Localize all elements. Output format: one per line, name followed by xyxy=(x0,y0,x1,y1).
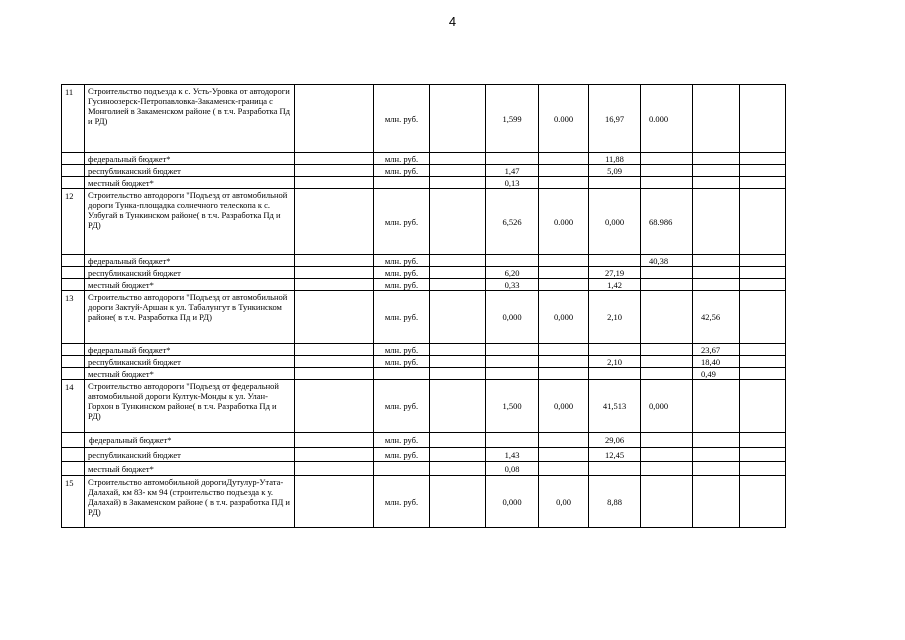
table-row xyxy=(62,255,786,267)
table-row xyxy=(62,448,786,462)
value-cell xyxy=(486,368,539,380)
table-row xyxy=(62,279,786,291)
table-row xyxy=(62,433,786,448)
unit-cell: млн. руб. xyxy=(374,380,430,433)
value-cell xyxy=(486,255,539,267)
value-cell: 18,40 xyxy=(693,356,740,368)
value-cell xyxy=(693,255,740,267)
value-cell: 1,500 xyxy=(486,380,539,433)
value-cell: 0,000 xyxy=(539,291,589,344)
value-cell: 6,20 xyxy=(486,267,539,279)
project-name: Строительство автодороги "Подъезд от автомобильной дороги Тунка-площадка солнечного телескопа к с. Улбугай в Тункинском районе( в т.ч. Разработка Пд и РД) xyxy=(85,189,295,255)
value-cell xyxy=(539,255,589,267)
value-cell xyxy=(693,433,740,448)
value-cell: 41,513 xyxy=(589,380,641,433)
value-cell: 23,67 xyxy=(693,344,740,356)
value-cell: 0,08 xyxy=(486,462,539,476)
unit-cell: млн. руб. xyxy=(374,291,430,344)
value-cell xyxy=(589,344,641,356)
budget-label: республиканский бюджет xyxy=(85,356,295,368)
value-cell: 1,599 xyxy=(486,85,539,153)
unit-cell: млн. руб. xyxy=(374,165,430,177)
table-row xyxy=(62,368,786,380)
value-cell xyxy=(539,368,589,380)
value-cell: 1,42 xyxy=(589,279,641,291)
budget-label: местный бюджет* xyxy=(85,279,295,291)
value-cell xyxy=(693,85,740,153)
value-cell xyxy=(641,356,693,368)
value-cell: 0,49 xyxy=(693,368,740,380)
project-name: Строительство автодороги "Подъезд от федеральной автомобильной дороги Култук-Монды к ул. Улан-Горхон в Тункинском районе( в т.ч. Разработка Пд и РД) xyxy=(85,380,295,433)
value-cell: 0,00 xyxy=(539,476,589,528)
value-cell xyxy=(641,462,693,476)
value-cell: 12,45 xyxy=(589,448,641,462)
value-cell xyxy=(693,476,740,528)
table-row xyxy=(62,476,786,528)
unit-cell: млн. руб. xyxy=(374,85,430,153)
value-cell: 0,000 xyxy=(589,189,641,255)
value-cell xyxy=(693,448,740,462)
value-cell: 16,97 xyxy=(589,85,641,153)
value-cell: 5,09 xyxy=(589,165,641,177)
value-cell xyxy=(486,433,539,448)
value-cell xyxy=(539,433,589,448)
value-cell: 42,56 xyxy=(693,291,740,344)
value-cell xyxy=(693,267,740,279)
table-row xyxy=(62,356,786,368)
value-cell: 8,88 xyxy=(589,476,641,528)
value-cell xyxy=(693,279,740,291)
value-cell xyxy=(693,153,740,165)
unit-cell: млн. руб. xyxy=(374,433,430,448)
value-cell: 11,88 xyxy=(589,153,641,165)
value-cell xyxy=(539,344,589,356)
value-cell: 1,43 xyxy=(486,448,539,462)
value-cell xyxy=(641,279,693,291)
budget-label: федеральный бюджет* xyxy=(85,255,295,267)
row-number: 14 xyxy=(62,380,85,433)
budget-label: федеральный бюджет* xyxy=(85,433,295,448)
table-row xyxy=(62,344,786,356)
value-cell xyxy=(589,462,641,476)
budget-label: федеральный бюджет* xyxy=(85,153,295,165)
unit-cell: млн. руб. xyxy=(374,189,430,255)
value-cell xyxy=(740,85,786,153)
budget-label: республиканский бюджет xyxy=(85,267,295,279)
budget-label: республиканский бюджет xyxy=(85,165,295,177)
value-cell xyxy=(641,177,693,189)
value-cell xyxy=(693,165,740,177)
value-cell xyxy=(693,380,740,433)
unit-cell: млн. руб. xyxy=(374,344,430,356)
value-cell xyxy=(693,177,740,189)
project-name: Строительство подъезда к с. Усть-Уровка от автодороги Гусиноозерск-Петропавловка-Закаменск-граница с Монголией в Закаменском районе ( в т.ч. Разработка Пд и РД) xyxy=(85,85,295,153)
value-cell: 6,526 xyxy=(486,189,539,255)
unit-cell: млн. руб. xyxy=(374,279,430,291)
value-cell xyxy=(539,177,589,189)
value-cell xyxy=(693,462,740,476)
table-row xyxy=(62,380,786,433)
budget-label: местный бюджет* xyxy=(85,462,295,476)
value-cell: 0,000 xyxy=(486,476,539,528)
value-cell: 68.986 xyxy=(641,189,693,255)
table-row xyxy=(62,85,786,153)
table-row xyxy=(62,165,786,177)
value-cell xyxy=(641,291,693,344)
value-cell: 2,10 xyxy=(589,356,641,368)
value-cell xyxy=(641,267,693,279)
value-cell xyxy=(641,153,693,165)
value-cell: 0.000 xyxy=(539,189,589,255)
value-cell xyxy=(641,165,693,177)
value-cell xyxy=(539,279,589,291)
value-cell xyxy=(641,344,693,356)
value-cell xyxy=(589,368,641,380)
empty-cell xyxy=(430,85,486,153)
value-cell: 2,10 xyxy=(589,291,641,344)
value-cell xyxy=(589,177,641,189)
value-cell: 40,38 xyxy=(641,255,693,267)
value-cell: 0,000 xyxy=(641,380,693,433)
value-cell: 0.000 xyxy=(539,85,589,153)
value-cell xyxy=(539,267,589,279)
value-cell xyxy=(539,165,589,177)
value-cell xyxy=(539,462,589,476)
value-cell: 0.000 xyxy=(641,85,693,153)
page-number: 4 xyxy=(448,14,457,29)
row-number: 13 xyxy=(62,291,85,344)
value-cell xyxy=(539,153,589,165)
value-cell xyxy=(641,433,693,448)
value-cell: 0,000 xyxy=(486,291,539,344)
table-row xyxy=(62,153,786,165)
project-name: Строительство автодороги "Подъезд от автомобильной дороги Зактуй-Аршан к ул. Табалунгут в Тункинском районе( в т.ч. Разработка Пд и РД) xyxy=(85,291,295,344)
value-cell xyxy=(641,476,693,528)
project-name: Строительство автомобильной дорогиДутулур-Утата-Далахай, км 83- км 94 (строительство подъезда к у. Далахай) в Закаменском районе ( в т.ч. разработка ПД и РД) xyxy=(85,476,295,528)
row-number: 12 xyxy=(62,189,85,255)
table-row xyxy=(62,462,786,476)
row-number: 15 xyxy=(62,476,85,528)
value-cell xyxy=(486,153,539,165)
table-row xyxy=(62,177,786,189)
budget-label: республиканский бюджет xyxy=(85,448,295,462)
budget-label: местный бюджет* xyxy=(85,368,295,380)
value-cell xyxy=(693,189,740,255)
budget-label: федеральный бюджет* xyxy=(85,344,295,356)
table-row xyxy=(62,267,786,279)
unit-cell xyxy=(374,462,430,476)
value-cell xyxy=(486,344,539,356)
unit-cell: млн. руб. xyxy=(374,356,430,368)
program-table xyxy=(61,84,786,528)
value-cell xyxy=(641,368,693,380)
value-cell xyxy=(539,356,589,368)
value-cell: 27,19 xyxy=(589,267,641,279)
value-cell xyxy=(539,448,589,462)
unit-cell: млн. руб. xyxy=(374,255,430,267)
spacer-cell xyxy=(295,85,374,153)
table-row xyxy=(62,291,786,344)
unit-cell: млн. руб. xyxy=(374,448,430,462)
unit-cell: млн. руб. xyxy=(374,476,430,528)
value-cell: 29,06 xyxy=(589,433,641,448)
unit-cell: млн. руб. xyxy=(374,267,430,279)
row-number: 11 xyxy=(62,85,85,153)
value-cell xyxy=(589,255,641,267)
unit-cell: млн. руб. xyxy=(374,153,430,165)
value-cell xyxy=(486,356,539,368)
value-cell: 1,47 xyxy=(486,165,539,177)
value-cell: 0,13 xyxy=(486,177,539,189)
value-cell xyxy=(641,448,693,462)
unit-cell xyxy=(374,368,430,380)
value-cell: 0,33 xyxy=(486,279,539,291)
budget-label: местный бюджет* xyxy=(85,177,295,189)
unit-cell xyxy=(374,177,430,189)
value-cell: 0,000 xyxy=(539,380,589,433)
table-row xyxy=(62,189,786,255)
